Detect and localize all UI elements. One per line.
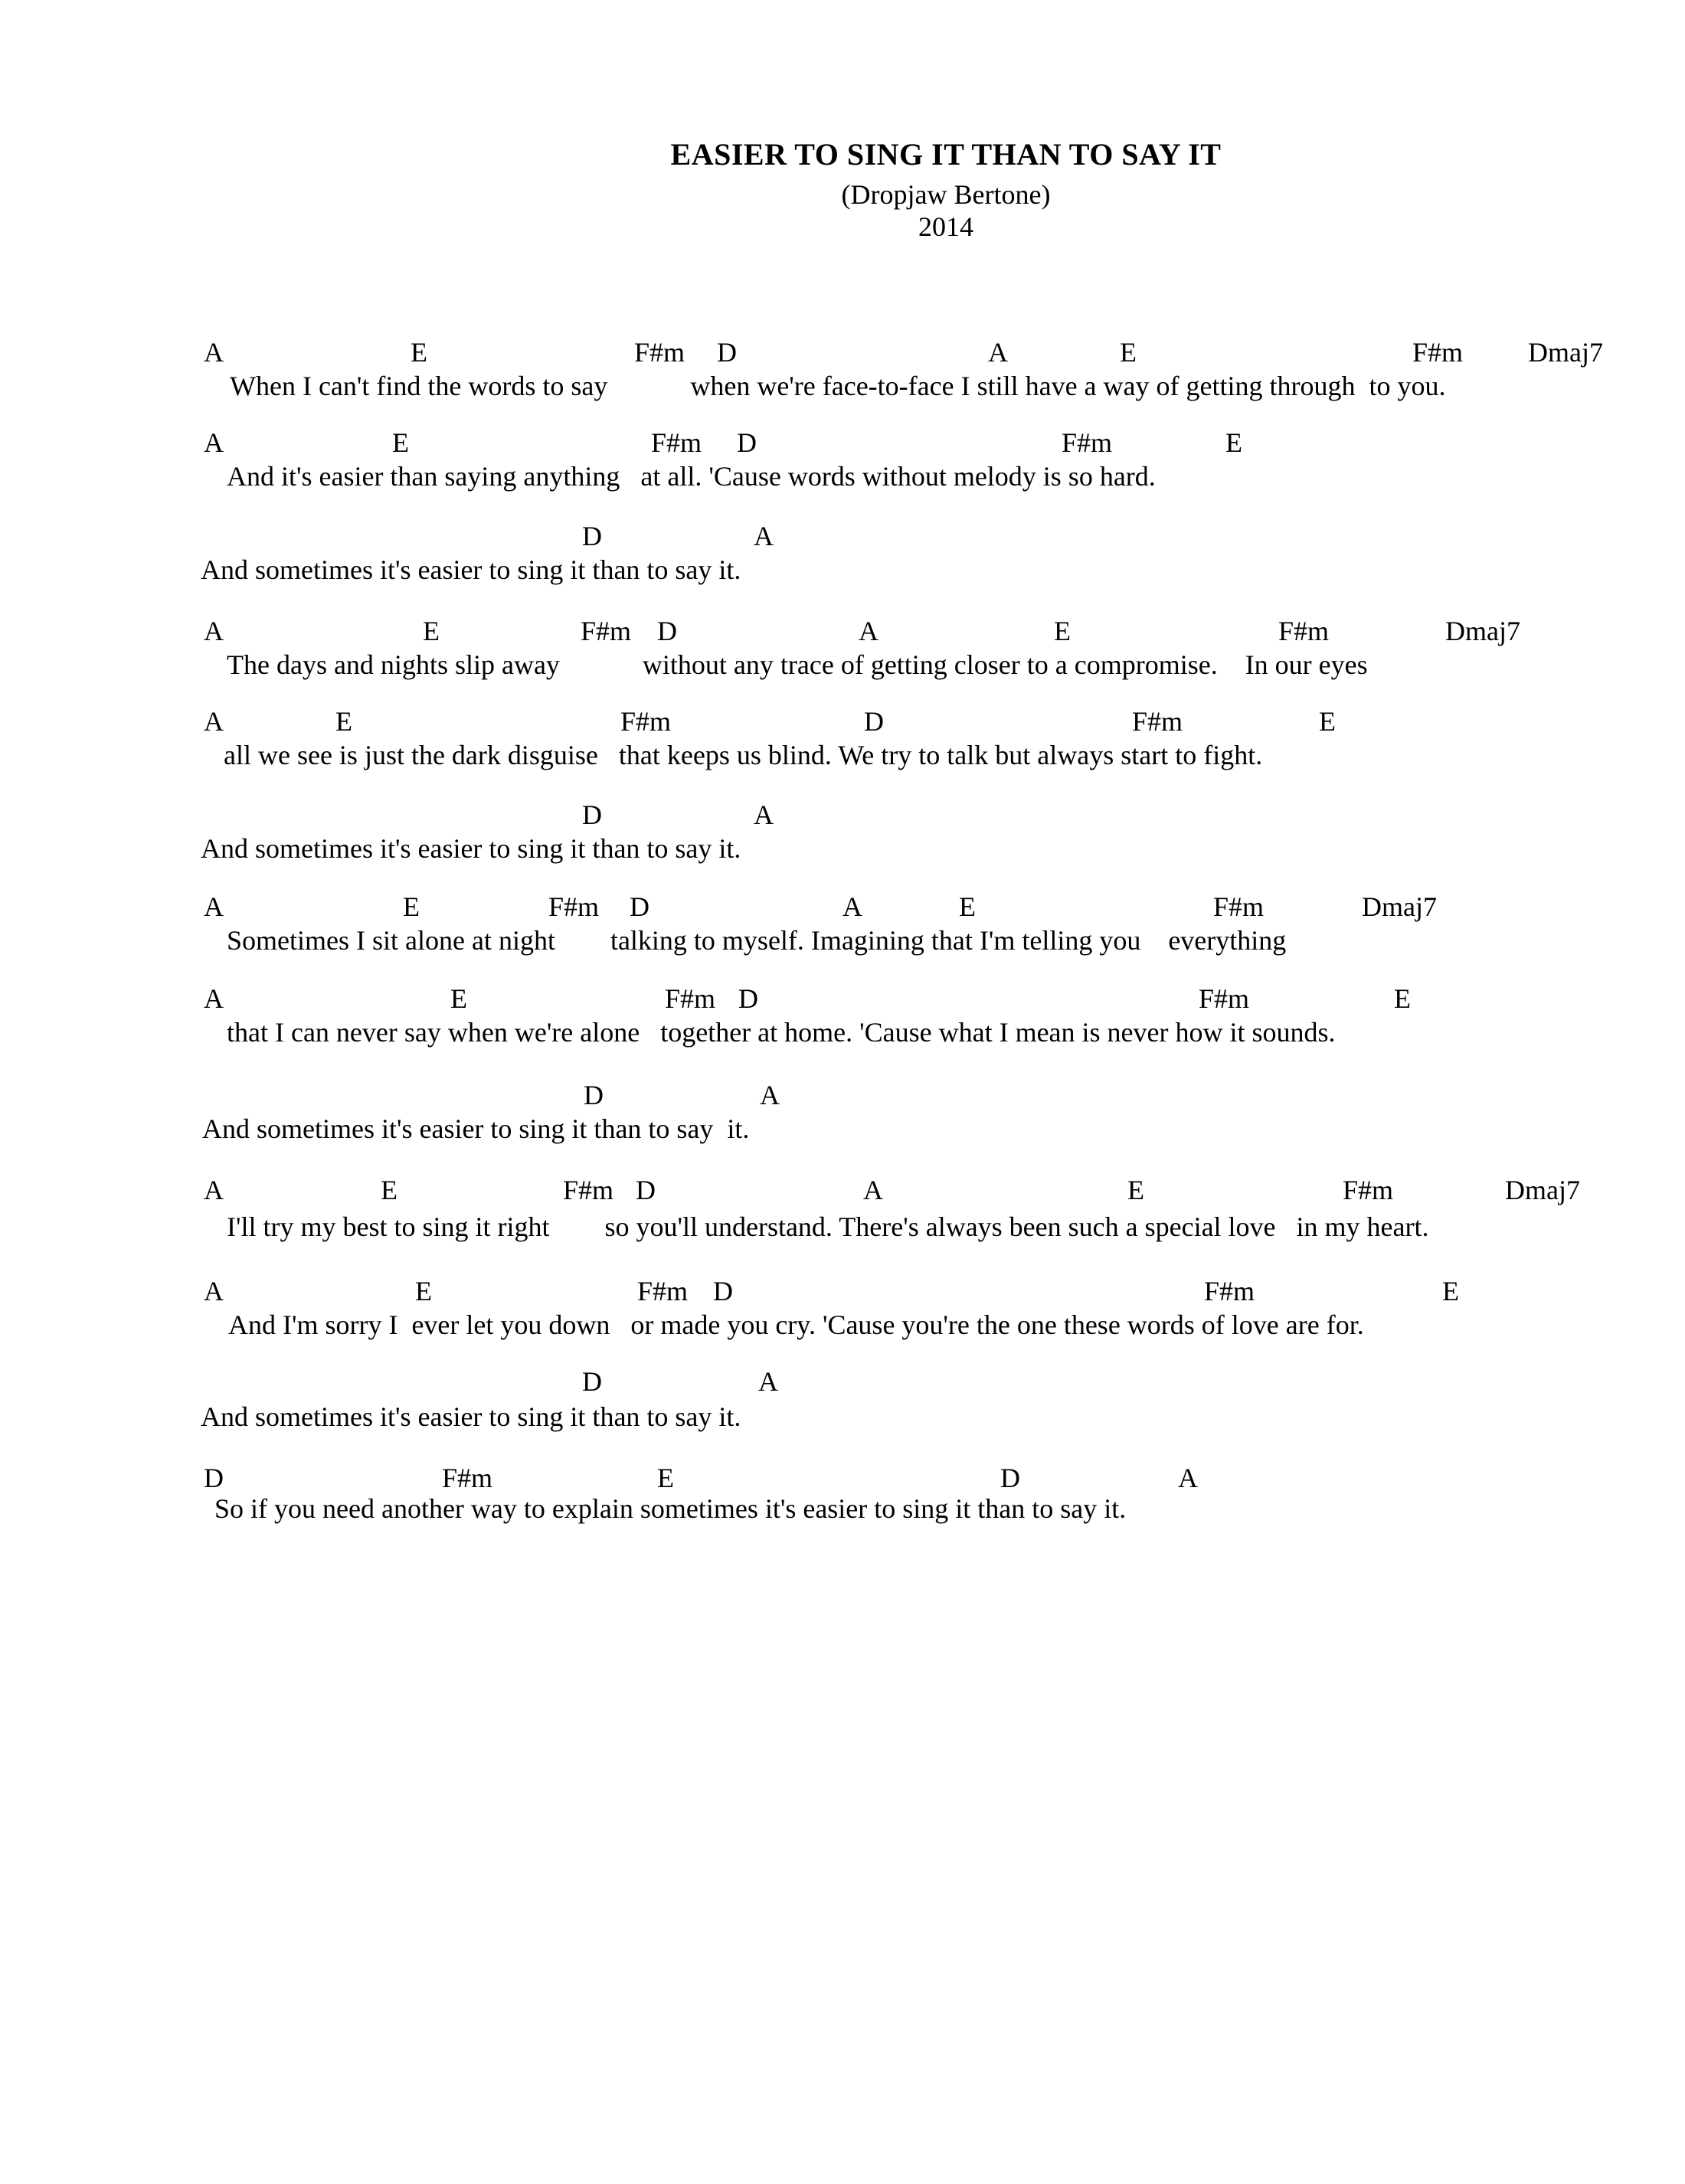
chord: A: [754, 799, 774, 830]
chord: F#m: [1213, 891, 1265, 922]
lyric-line: The days and nights slip away without any trace of getting closer to a compromise. In our eyes: [227, 649, 1368, 680]
chord: E: [403, 891, 420, 922]
chord: A: [204, 891, 224, 922]
chord: F#m: [1204, 1276, 1255, 1306]
chord: E: [1225, 427, 1242, 458]
chord: F#m: [620, 706, 672, 737]
chord: E: [411, 337, 427, 368]
chord: A: [758, 1366, 778, 1397]
chord: D: [737, 427, 757, 458]
chord: D: [584, 1080, 604, 1110]
chord: F#m: [1343, 1175, 1394, 1205]
lyric-line: When I can't find the words to say when we're face-to-face I still have a way of getting through to you.: [230, 371, 1446, 401]
chord: E: [657, 1463, 674, 1493]
lyric-line: I'll try my best to sing it right so you'll understand. There's always been such a special love in my heart.: [227, 1211, 1429, 1242]
chord: A: [204, 983, 224, 1014]
chord: F#m: [563, 1175, 614, 1205]
lyric-line: And sometimes it's easier to sing it than to say it.: [201, 554, 741, 585]
chord: A: [204, 706, 224, 737]
chord: D: [204, 1463, 224, 1493]
chord: D: [1000, 1463, 1020, 1493]
chord: F#m: [1412, 337, 1464, 368]
lyric-line: Sometimes I sit alone at night talking to myself. Imagining that I'm telling you everything: [227, 925, 1287, 956]
chord: E: [392, 427, 409, 458]
chord: A: [859, 616, 878, 646]
chord: F#m: [1278, 616, 1330, 646]
lyric-line: And sometimes it's easier to sing it than to say it.: [201, 1401, 741, 1432]
chord: A: [842, 891, 862, 922]
chord: D: [582, 1366, 602, 1397]
chord: E: [959, 891, 976, 922]
chord: A: [204, 427, 224, 458]
chord: F#m: [1199, 983, 1250, 1014]
chord: A: [204, 1276, 224, 1306]
chord: Dmaj7: [1362, 891, 1437, 922]
chord: F#m: [442, 1463, 493, 1493]
chord: F#m: [1132, 706, 1183, 737]
chord: A: [863, 1175, 883, 1205]
chord: Dmaj7: [1528, 337, 1603, 368]
chord: E: [1120, 337, 1137, 368]
chord: F#m: [548, 891, 600, 922]
lyric-line: that I can never say when we're alone together at home. 'Cause what I mean is never how it sounds.: [227, 1017, 1336, 1048]
chord: F#m: [1062, 427, 1113, 458]
song-credit: (Dropjaw Bertone): [841, 179, 1051, 210]
chord: E: [450, 983, 467, 1014]
lyric-line: all we see is just the dark disguise that keeps us blind. We try to talk but always start to fight.: [224, 740, 1263, 770]
chord: Dmaj7: [1445, 616, 1520, 646]
chord: D: [630, 891, 649, 922]
chord: F#m: [637, 1276, 689, 1306]
chord: F#m: [651, 427, 702, 458]
chord: A: [1178, 1463, 1198, 1493]
chord: A: [754, 521, 774, 551]
chord: D: [717, 337, 737, 368]
chord: A: [204, 1175, 224, 1205]
chord: E: [381, 1175, 398, 1205]
lyric-line: So if you need another way to explain sometimes it's easier to sing it than to say it.: [214, 1493, 1127, 1524]
chord: E: [335, 706, 352, 737]
lyric-line: And sometimes it's easier to sing it than to say it.: [201, 833, 741, 864]
chord: Dmaj7: [1505, 1175, 1580, 1205]
chord: E: [415, 1276, 432, 1306]
lyric-line: And it's easier than saying anything at all. 'Cause words without melody is so hard.: [227, 461, 1156, 492]
chord: E: [1127, 1175, 1144, 1205]
chord: E: [1394, 983, 1411, 1014]
lyric-line: And sometimes it's easier to sing it than to say it.: [202, 1113, 750, 1144]
chord: D: [636, 1175, 656, 1205]
chord: D: [582, 799, 602, 830]
chord: D: [738, 983, 758, 1014]
chord: A: [204, 616, 224, 646]
chord: D: [864, 706, 884, 737]
chord: F#m: [634, 337, 685, 368]
chord: A: [988, 337, 1008, 368]
chord: A: [760, 1080, 780, 1110]
chord: D: [713, 1276, 733, 1306]
song-title: EASIER TO SING IT THAN TO SAY IT: [670, 137, 1222, 172]
chord: E: [1319, 706, 1336, 737]
chord: F#m: [581, 616, 632, 646]
chord: D: [582, 521, 602, 551]
chord: F#m: [665, 983, 716, 1014]
chord: A: [204, 337, 224, 368]
lyric-line: And I'm sorry I ever let you down or made you cry. 'Cause you're the one these words of love are for.: [228, 1309, 1364, 1340]
song-year: 2014: [918, 211, 973, 242]
chord: E: [1442, 1276, 1459, 1306]
chord: D: [657, 616, 677, 646]
chord: E: [423, 616, 440, 646]
chord: E: [1054, 616, 1071, 646]
